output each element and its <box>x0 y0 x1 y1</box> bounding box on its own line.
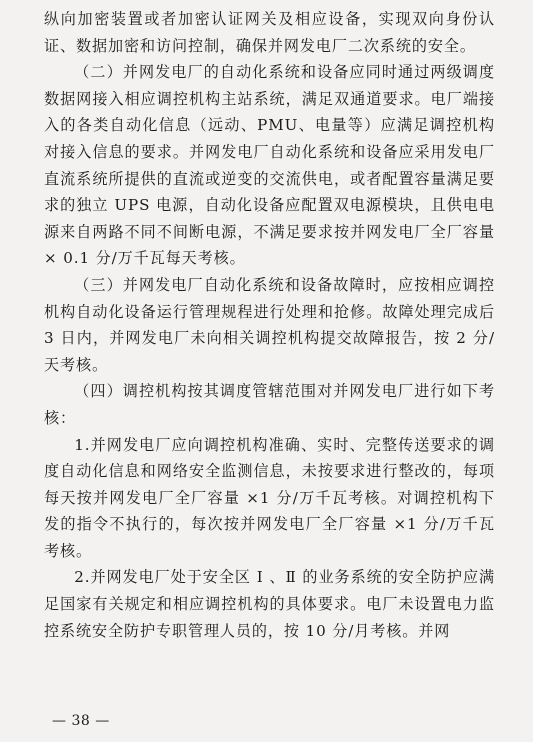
page-number: — 38 — <box>52 713 110 729</box>
paragraph-continuation: 纵向加密装置或者加密认证网关及相应设备，实现双向身份认证、数据加密和访问控制，确保并网发电厂二次系统的安全。 <box>44 10 495 55</box>
page-body <box>44 6 495 644</box>
paragraph-section-2: （二）并网发电厂的自动化系统和设备应同时通过两级调度数据网接入相应调控机构主站系统，满足双通道要求。电厂端接入的各类自动化信息（远动、PMU、电量等）应满足调控机构对接入信息的要求。并网发电厂自动化系统和设备应采用发电厂直流系统所提供的直流或逆变的交流供电，或者配置容量满足要求的独立 UPS 电源，自动化设备应配置双电源模块，且供电电源来自两路不同不间断电源，不满足要求按并网发电厂全厂容量 × 0.1 分/万千瓦每天考核。 <box>44 63 495 268</box>
paragraph-item-2: 2.并网发电厂处于安全区 Ⅰ 、Ⅱ 的业务系统的安全防护应满足国家有关规定和相应调控机构的具体要求。电厂未设置电力监控系统安全防护专职管理人员的，按 10 分/月考核。并网 <box>44 568 495 640</box>
paragraph-section-3: （三）并网发电厂自动化系统和设备故障时，应按相应调控机构自动化设备运行管理规程进行处理和抢修。故障处理完成后 3 日内，并网发电厂未向相关调控机构提交故障报告，按 2 分/天考核。 <box>44 275 495 374</box>
paragraph-section-4: （四）调控机构按其调度管辖范围对并网发电厂进行如下考核： <box>44 382 495 427</box>
paragraph-item-1: 1.并网发电厂应向调控机构准确、实时、完整传送要求的调度自动化信息和网络安全监测信息，未按要求进行整改的，每项每天按并网发电厂全厂容量 ×1 分/万千瓦考核。对调控机构下发的指令不执行的，每次按并网发电厂全厂容量 ×1 分/万千瓦考核。 <box>44 435 495 560</box>
